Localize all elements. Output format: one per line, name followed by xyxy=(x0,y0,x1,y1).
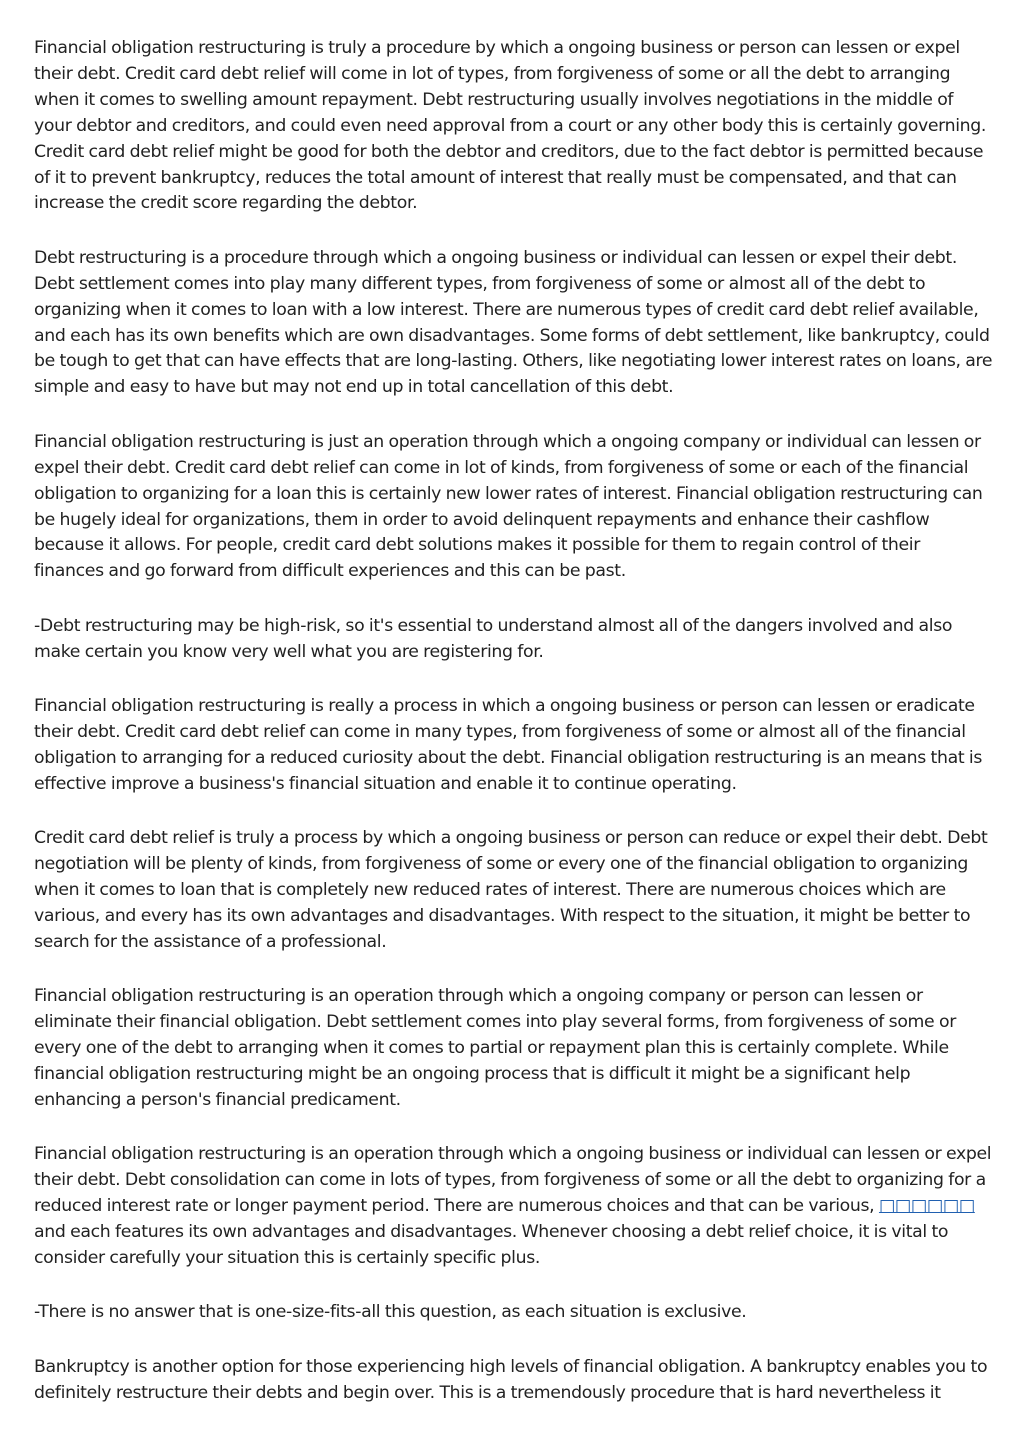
paragraph-8-text-before: Financial obligation restructuring is an operation through which a ongoing business or individual can lessen or expel their debt. Debt consolidation can come in lots of types, from forgiveness of some or all the debt to organizing for a reduced interest rate or longer payment period. There are numerous choices and that can be various, xyxy=(34,1144,992,1217)
paragraph-1: Financial obligation restructuring is truly a procedure by which a ongoing business or person can lessen or expel their debt. Credit card debt relief will come in lot of types, from forgiveness of some or all the debt to arranging when it comes to swelling amount repayment. Debt restructuring usually involves negotiations in the middle of your debtor and creditors, and could even need approval from a court or any other body this is certainly governing. Credit card debt relief might be good for both the debtor and creditors, due to the fact debtor is permitted because of it to prevent bankruptcy, reduces the total amount of interest that really must be compensated, and that can increase the credit score regarding the debtor. xyxy=(34,38,987,214)
paragraph-3: Financial obligation restructuring is just an operation through which a ongoing company or individual can lessen or expel their debt. Credit card debt relief can come in lot of kinds, from forgiveness of some or each of the financial obligation to organizing for a loan this is certainly new lower rates of interest. Financial obligation restructuring can be hugely ideal for organizations, them in order to avoid delinquent repayments and enhance their cashflow because it allows. For people, credit card debt solutions makes it possible for them to regain control of their finances and go forward from difficult experiences and this can be past. xyxy=(34,431,983,582)
paragraph-6: Credit card debt relief is truly a process by which a ongoing business or person can reduce or expel their debt. Debt negotiation will be plenty of kinds, from forgiveness of some or every one of the financial obligation to organizing when it comes to loan that is completely new reduced rates of interest. There are numerous choices which are various, and every has its own advantages and disadvantages. With respect to the situation, it might be better to search for the assistance of a professional. xyxy=(34,828,988,952)
paragraph-9: -There is no answer that is one-size-fits-all this question, as each situation is exclusive. xyxy=(34,1302,747,1323)
paragraph-7: Financial obligation restructuring is an operation through which a ongoing company or person can lessen or eliminate their financial obligation. Debt settlement comes into play several forms, from forgiveness of some or every one of the debt to arranging when it comes to partial or repayment plan this is certainly complete. While financial obligation restructuring might be an ongoing process that is difficult it might be a significant help enhancing a person's financial predicament. xyxy=(34,986,956,1110)
inline-link[interactable]: □□□□□□ xyxy=(878,1196,975,1217)
paragraph-8-text-after: and each features its own advantages and disadvantages. Whenever choosing a debt relief choice, it is vital to consider carefully your situation this is certainly specific plus. xyxy=(34,1221,949,1268)
paragraph-5: Financial obligation restructuring is really a process in which a ongoing business or person can lessen or eradicate their debt. Credit card debt relief can come in many types, from forgiveness of some or almost all of the financial obligation to arranging for a reduced curiosity about the debt. Financial obligation restructuring is an means that is effective improve a business's financial situation and enable it to continue operating. xyxy=(34,696,982,794)
paragraph-4: -Debt restructuring may be high-risk, so it's essential to understand almost all of the dangers involved and also make certain you know very well what you are registering for. xyxy=(34,615,953,662)
paragraph-8 xyxy=(34,1142,994,1272)
paragraph-2: Debt restructuring is a procedure through which a ongoing business or individual can lessen or expel their debt. Debt settlement comes into play many different types, from forgiveness of some or almost all of the debt to organizing when it comes to loan with a low interest. There are numerous types of credit card debt relief available, and each has its own benefits which are own disadvantages. Some forms of debt settlement, like bankruptcy, could be tough to get that can have effects that are long-lasting. Others, like negotiating lower interest rates on loans, are simple and easy to have but may not end up in total cancellation of this debt. xyxy=(34,247,993,398)
document-body xyxy=(34,36,994,1435)
paragraph-10: Bankruptcy is another option for those experiencing high levels of financial obligation. A bankruptcy enables you to definitely restructure their debts and begin over. This is a tremendously procedure that is hard nevertheless it xyxy=(34,1356,988,1403)
